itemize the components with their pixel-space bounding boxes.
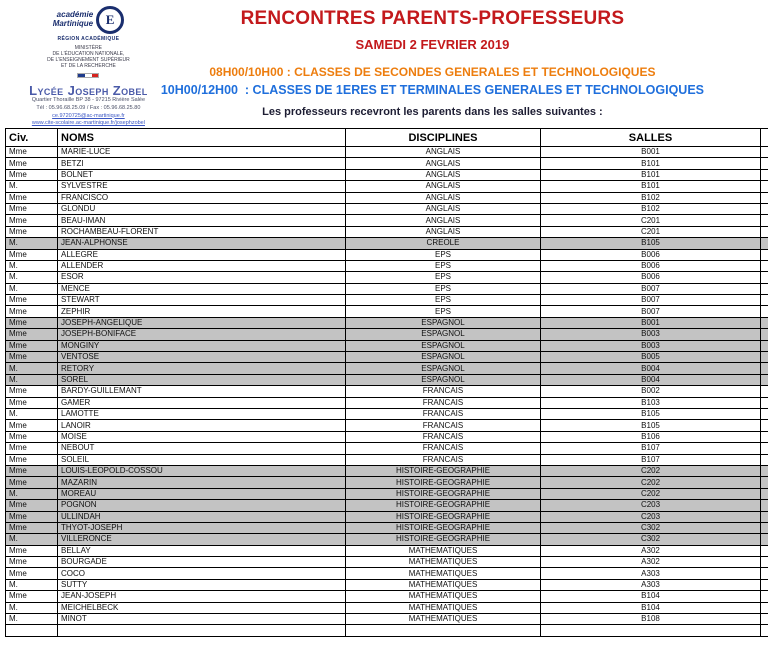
cell-salle: B107 — [541, 443, 761, 454]
cell-nom: SOLEIL — [58, 454, 346, 465]
instruction-note: Les professeurs recevront les parents dans les salles suivantes : — [262, 106, 603, 118]
cell-salle: C202 — [541, 477, 761, 488]
cell-salle: B006 — [541, 272, 761, 283]
table-row — [6, 158, 768, 169]
cell-salle: C203 — [541, 500, 761, 511]
cell-discipline: ESPAGNOL — [346, 329, 541, 340]
cell-nom: MONGINY — [58, 340, 346, 351]
cell-filler — [761, 260, 768, 271]
cell-filler — [761, 340, 768, 351]
cell-filler — [761, 408, 768, 419]
cell-nom: BEAU-IMAN — [58, 215, 346, 226]
table-row — [6, 431, 768, 442]
cell-filler — [761, 203, 768, 214]
cell-civ: Mme — [6, 329, 58, 340]
cell-filler — [761, 249, 768, 260]
ministry-line: MINISTÈRE — [74, 45, 103, 51]
school-website-link[interactable]: www.cite-scolaire.ac-martinique.fr/josephzobel — [31, 120, 145, 127]
cell-discipline: EPS — [346, 272, 541, 283]
cell-discipline: MATHEMATIQUES — [346, 602, 541, 613]
table-row — [6, 295, 768, 306]
cell-discipline: HISTOIRE-GEOGRAPHIE — [346, 488, 541, 499]
cell-nom: ALLENDER — [58, 260, 346, 271]
cell-discipline: HISTOIRE-GEOGRAPHIE — [346, 534, 541, 545]
cell-filler — [761, 557, 768, 568]
cell-salle: B102 — [541, 192, 761, 203]
cell-nom: BOLNET — [58, 169, 346, 180]
cell-filler — [761, 568, 768, 579]
cell-filler — [761, 352, 768, 363]
cell-filler — [761, 272, 768, 283]
cell-nom: GAMER — [58, 397, 346, 408]
table-row — [6, 557, 768, 568]
cell-nom: MEICHELBECK — [58, 602, 346, 613]
cell-civ: Mme — [6, 386, 58, 397]
cell-nom: MOISE — [58, 431, 346, 442]
cell-discipline: FRANCAIS — [346, 408, 541, 419]
cell-empty — [541, 625, 761, 636]
cell-civ: M. — [6, 272, 58, 283]
cell-nom: COCO — [58, 568, 346, 579]
cell-salle: B102 — [541, 203, 761, 214]
ministry-line: ET DE LA RECHERCHE — [60, 63, 116, 69]
cell-discipline: FRANCAIS — [346, 431, 541, 442]
cell-discipline: ESPAGNOL — [346, 317, 541, 328]
cell-civ: Mme — [6, 557, 58, 568]
title-block — [161, 0, 768, 128]
cell-salle: B006 — [541, 249, 761, 260]
cell-salle: C302 — [541, 522, 761, 533]
cell-salle: B101 — [541, 158, 761, 169]
cell-filler — [761, 238, 768, 249]
cell-nom: MINOT — [58, 614, 346, 625]
cell-filler — [761, 545, 768, 556]
table-row — [6, 260, 768, 271]
cell-filler — [761, 579, 768, 590]
cell-salle: A303 — [541, 568, 761, 579]
cell-nom: BETZI — [58, 158, 346, 169]
cell-nom: ESOR — [58, 272, 346, 283]
cell-salle: B105 — [541, 238, 761, 249]
cell-filler — [761, 500, 768, 511]
cell-filler — [761, 522, 768, 533]
document-header — [0, 0, 768, 128]
table-row — [6, 488, 768, 499]
ministry-line: DE L'ENSEIGNEMENT SUPÉRIEUR — [47, 57, 130, 63]
cell-civ: M. — [6, 374, 58, 385]
french-flag-icon — [77, 73, 99, 78]
cell-filler — [761, 477, 768, 488]
academie-martinique-logo — [53, 6, 124, 34]
cell-civ: M. — [6, 181, 58, 192]
cell-filler — [761, 454, 768, 465]
time-slot-premieres-terminales: 10H00/12H00 : CLASSES DE 1ERES ET TERMINALES GENERALES ET TECHNOLOGIQUES — [160, 83, 704, 97]
cell-nom: ULLINDAH — [58, 511, 346, 522]
table-row — [6, 226, 768, 237]
cell-discipline: MATHEMATIQUES — [346, 591, 541, 602]
cell-filler — [761, 306, 768, 317]
cell-salle: B106 — [541, 431, 761, 442]
table-row — [6, 511, 768, 522]
cell-salle: B007 — [541, 306, 761, 317]
cell-civ: Mme — [6, 169, 58, 180]
cell-discipline: ANGLAIS — [346, 226, 541, 237]
cell-civ: M. — [6, 238, 58, 249]
cell-civ: Mme — [6, 397, 58, 408]
cell-filler — [761, 158, 768, 169]
table-row — [6, 215, 768, 226]
cell-civ: Mme — [6, 545, 58, 556]
column-header-filler — [761, 129, 768, 147]
region-academique-label: RÉGION ACADÉMIQUE — [57, 36, 120, 42]
table-row — [6, 477, 768, 488]
cell-salle: B101 — [541, 169, 761, 180]
cell-discipline: EPS — [346, 295, 541, 306]
cell-salle: B107 — [541, 454, 761, 465]
cell-filler — [761, 147, 768, 158]
table-row — [6, 534, 768, 545]
cell-civ: Mme — [6, 454, 58, 465]
table-row — [6, 249, 768, 260]
cell-civ: Mme — [6, 477, 58, 488]
cell-discipline: ANGLAIS — [346, 181, 541, 192]
table-row — [6, 192, 768, 203]
cell-discipline: MATHEMATIQUES — [346, 557, 541, 568]
cell-filler — [761, 488, 768, 499]
cell-nom: BELLAY — [58, 545, 346, 556]
table-row — [6, 386, 768, 397]
cell-filler — [761, 317, 768, 328]
cell-filler — [761, 465, 768, 476]
cell-discipline: MATHEMATIQUES — [346, 614, 541, 625]
cell-civ: Mme — [6, 522, 58, 533]
cell-discipline: HISTOIRE-GEOGRAPHIE — [346, 465, 541, 476]
cell-salle: B001 — [541, 147, 761, 158]
cell-nom: SYLVESTRE — [58, 181, 346, 192]
page-title: RENCONTRES PARENTS-PROFESSEURS — [240, 8, 625, 29]
cell-nom: VENTOSE — [58, 352, 346, 363]
cell-civ: Mme — [6, 431, 58, 442]
cell-civ: M. — [6, 579, 58, 590]
table-row — [6, 340, 768, 351]
ministry-line: DE L'ÉDUCATION NATIONALE, — [52, 51, 125, 57]
rooms-table-body — [6, 147, 768, 637]
time-slot-secondes: 08H00/10H00 : CLASSES DE SECONDES GENERALES ET TECHNOLOGIQUES — [209, 65, 656, 79]
academie-name — [53, 11, 93, 29]
cell-civ: Mme — [6, 465, 58, 476]
cell-civ: Mme — [6, 511, 58, 522]
cell-nom: MARIE-LUCE — [58, 147, 346, 158]
cell-filler — [761, 386, 768, 397]
cell-discipline: MATHEMATIQUES — [346, 568, 541, 579]
cell-discipline: ESPAGNOL — [346, 352, 541, 363]
table-row — [6, 147, 768, 158]
cell-filler — [761, 602, 768, 613]
cell-civ: Mme — [6, 317, 58, 328]
event-date: SAMEDI 2 FEVRIER 2019 — [355, 37, 510, 52]
cell-discipline: HISTOIRE-GEOGRAPHIE — [346, 511, 541, 522]
cell-discipline: CREOLE — [346, 238, 541, 249]
table-row — [6, 408, 768, 419]
table-row — [6, 203, 768, 214]
cell-salle: B103 — [541, 397, 761, 408]
cell-salle: B104 — [541, 602, 761, 613]
cell-salle: A302 — [541, 545, 761, 556]
cell-discipline: MATHEMATIQUES — [346, 545, 541, 556]
cell-empty — [58, 625, 346, 636]
cell-salle: B003 — [541, 329, 761, 340]
table-row — [6, 306, 768, 317]
cell-civ: Mme — [6, 352, 58, 363]
table-row — [6, 374, 768, 385]
cell-discipline: ESPAGNOL — [346, 340, 541, 351]
cell-nom: THYOT-JOSEPH — [58, 522, 346, 533]
cell-nom: LAMOTTE — [58, 408, 346, 419]
cell-civ: Mme — [6, 215, 58, 226]
cell-filler — [761, 431, 768, 442]
cell-nom: VILLERONCE — [58, 534, 346, 545]
cell-nom: SUTTY — [58, 579, 346, 590]
cell-civ: Mme — [6, 500, 58, 511]
cell-salle: C202 — [541, 488, 761, 499]
table-row — [6, 602, 768, 613]
cell-salle: B007 — [541, 283, 761, 294]
cell-discipline: EPS — [346, 249, 541, 260]
cell-civ: Mme — [6, 249, 58, 260]
cell-nom: JOSEPH-ANGELIQUE — [58, 317, 346, 328]
cell-nom: JOSEPH-BONIFACE — [58, 329, 346, 340]
table-row — [6, 397, 768, 408]
cell-filler — [761, 591, 768, 602]
cell-salle: B104 — [541, 591, 761, 602]
column-header-civ: Civ. — [6, 129, 58, 147]
cell-salle: A302 — [541, 557, 761, 568]
cell-salle: B006 — [541, 260, 761, 271]
rooms-table-wrap — [5, 128, 768, 637]
column-header-salles: SALLES — [541, 129, 761, 147]
cell-nom: ZEPHIR — [58, 306, 346, 317]
academie-name-line1: académie — [56, 10, 94, 20]
column-header-disciplines: DISCIPLINES — [346, 129, 541, 147]
cell-filler — [761, 420, 768, 431]
cell-nom: FRANCISCO — [58, 192, 346, 203]
cell-civ: M. — [6, 614, 58, 625]
cell-discipline: ESPAGNOL — [346, 363, 541, 374]
cell-salle: B108 — [541, 614, 761, 625]
cell-empty — [346, 625, 541, 636]
table-row-partial — [6, 625, 768, 636]
cell-filler — [761, 226, 768, 237]
cell-salle: B002 — [541, 386, 761, 397]
cell-civ: M. — [6, 408, 58, 419]
table-row — [6, 591, 768, 602]
cell-discipline: ANGLAIS — [346, 169, 541, 180]
academie-badge-letter: E — [105, 12, 115, 27]
school-name: Lycée Joseph Zobel — [29, 83, 148, 99]
cell-discipline: FRANCAIS — [346, 397, 541, 408]
cell-nom: MENCE — [58, 283, 346, 294]
table-row — [6, 181, 768, 192]
cell-salle: B004 — [541, 363, 761, 374]
cell-nom: MOREAU — [58, 488, 346, 499]
table-row — [6, 568, 768, 579]
cell-nom: SOREL — [58, 374, 346, 385]
table-row — [6, 329, 768, 340]
cell-discipline: HISTOIRE-GEOGRAPHIE — [346, 477, 541, 488]
ministry-label — [47, 45, 130, 69]
table-row — [6, 272, 768, 283]
table-row — [6, 443, 768, 454]
cell-discipline: ANGLAIS — [346, 147, 541, 158]
cell-civ: M. — [6, 363, 58, 374]
table-row — [6, 238, 768, 249]
cell-salle: C203 — [541, 511, 761, 522]
cell-nom: LANOIR — [58, 420, 346, 431]
cell-nom: BOURGADE — [58, 557, 346, 568]
cell-civ: Mme — [6, 147, 58, 158]
cell-discipline: FRANCAIS — [346, 420, 541, 431]
table-row — [6, 500, 768, 511]
cell-filler — [761, 614, 768, 625]
cell-civ: Mme — [6, 158, 58, 169]
cell-discipline: ANGLAIS — [346, 203, 541, 214]
cell-empty — [6, 625, 58, 636]
cell-civ: M. — [6, 260, 58, 271]
table-row — [6, 363, 768, 374]
cell-nom: ALLEGRE — [58, 249, 346, 260]
cell-civ: M. — [6, 534, 58, 545]
table-row — [6, 317, 768, 328]
table-row — [6, 169, 768, 180]
cell-salle: B105 — [541, 408, 761, 419]
table-row — [6, 352, 768, 363]
cell-salle: C201 — [541, 215, 761, 226]
cell-salle: B001 — [541, 317, 761, 328]
cell-nom: JEAN-JOSEPH — [58, 591, 346, 602]
cell-discipline: MATHEMATIQUES — [346, 579, 541, 590]
table-row — [6, 465, 768, 476]
cell-nom: RETORY — [58, 363, 346, 374]
cell-civ: M. — [6, 488, 58, 499]
rooms-table — [5, 128, 768, 637]
academie-name-line2: Martinique — [52, 19, 94, 28]
cell-civ: Mme — [6, 295, 58, 306]
cell-filler — [761, 181, 768, 192]
cell-discipline: EPS — [346, 306, 541, 317]
table-row — [6, 614, 768, 625]
cell-discipline: ANGLAIS — [346, 192, 541, 203]
cell-salle: B005 — [541, 352, 761, 363]
cell-salle: C202 — [541, 465, 761, 476]
table-row — [6, 454, 768, 465]
cell-civ: M. — [6, 602, 58, 613]
cell-nom: POGNON — [58, 500, 346, 511]
table-row — [6, 420, 768, 431]
cell-salle: B007 — [541, 295, 761, 306]
cell-discipline: EPS — [346, 283, 541, 294]
cell-filler — [761, 329, 768, 340]
cell-filler — [761, 534, 768, 545]
cell-civ: Mme — [6, 443, 58, 454]
cell-nom: BARDY-GUILLEMANT — [58, 386, 346, 397]
table-row — [6, 545, 768, 556]
school-email-link[interactable]: ce.9720725@ac-martinique.fr — [52, 112, 125, 119]
school-phone-fax: Tél : 05.96.68.25.09 / Fax : 05.96.68.25.80 — [36, 104, 141, 111]
cell-filler — [761, 215, 768, 226]
cell-discipline: HISTOIRE-GEOGRAPHIE — [346, 500, 541, 511]
cell-filler — [761, 363, 768, 374]
cell-nom: LOUIS-LEOPOLD-COSSOU — [58, 465, 346, 476]
cell-nom: JEAN-ALPHONSE — [58, 238, 346, 249]
cell-discipline: FRANCAIS — [346, 443, 541, 454]
cell-civ: Mme — [6, 306, 58, 317]
cell-nom: MAZARIN — [58, 477, 346, 488]
cell-nom: STEWART — [58, 295, 346, 306]
cell-salle: B003 — [541, 340, 761, 351]
cell-discipline: ANGLAIS — [346, 215, 541, 226]
cell-nom: ROCHAMBEAU-FLORENT — [58, 226, 346, 237]
cell-filler — [761, 283, 768, 294]
column-header-noms: NOMS — [58, 129, 346, 147]
cell-civ: M. — [6, 283, 58, 294]
cell-discipline: FRANCAIS — [346, 386, 541, 397]
table-row — [6, 579, 768, 590]
cell-civ: Mme — [6, 226, 58, 237]
cell-salle: B101 — [541, 181, 761, 192]
cell-discipline: FRANCAIS — [346, 454, 541, 465]
table-header-row — [6, 129, 768, 147]
cell-filler — [761, 443, 768, 454]
cell-salle: B105 — [541, 420, 761, 431]
cell-filler — [761, 169, 768, 180]
academie-badge-icon — [96, 6, 124, 34]
cell-empty — [761, 625, 768, 636]
cell-salle: C302 — [541, 534, 761, 545]
cell-discipline: EPS — [346, 260, 541, 271]
cell-filler — [761, 511, 768, 522]
cell-civ: Mme — [6, 192, 58, 203]
school-logo-block — [16, 0, 161, 128]
cell-salle: C201 — [541, 226, 761, 237]
cell-nom: NEBOUT — [58, 443, 346, 454]
cell-filler — [761, 397, 768, 408]
cell-salle: B004 — [541, 374, 761, 385]
cell-discipline: ANGLAIS — [346, 158, 541, 169]
cell-filler — [761, 192, 768, 203]
cell-nom: GLONDU — [58, 203, 346, 214]
cell-filler — [761, 374, 768, 385]
cell-civ: Mme — [6, 203, 58, 214]
table-row — [6, 522, 768, 533]
school-address: Quartier Thoraille BP 38 - 97215 Rivière Salée — [31, 97, 146, 104]
table-row — [6, 283, 768, 294]
cell-civ: Mme — [6, 420, 58, 431]
cell-salle: A303 — [541, 579, 761, 590]
cell-civ: Mme — [6, 340, 58, 351]
cell-civ: Mme — [6, 568, 58, 579]
cell-discipline: HISTOIRE-GEOGRAPHIE — [346, 522, 541, 533]
cell-filler — [761, 295, 768, 306]
cell-discipline: ESPAGNOL — [346, 374, 541, 385]
cell-civ: Mme — [6, 591, 58, 602]
